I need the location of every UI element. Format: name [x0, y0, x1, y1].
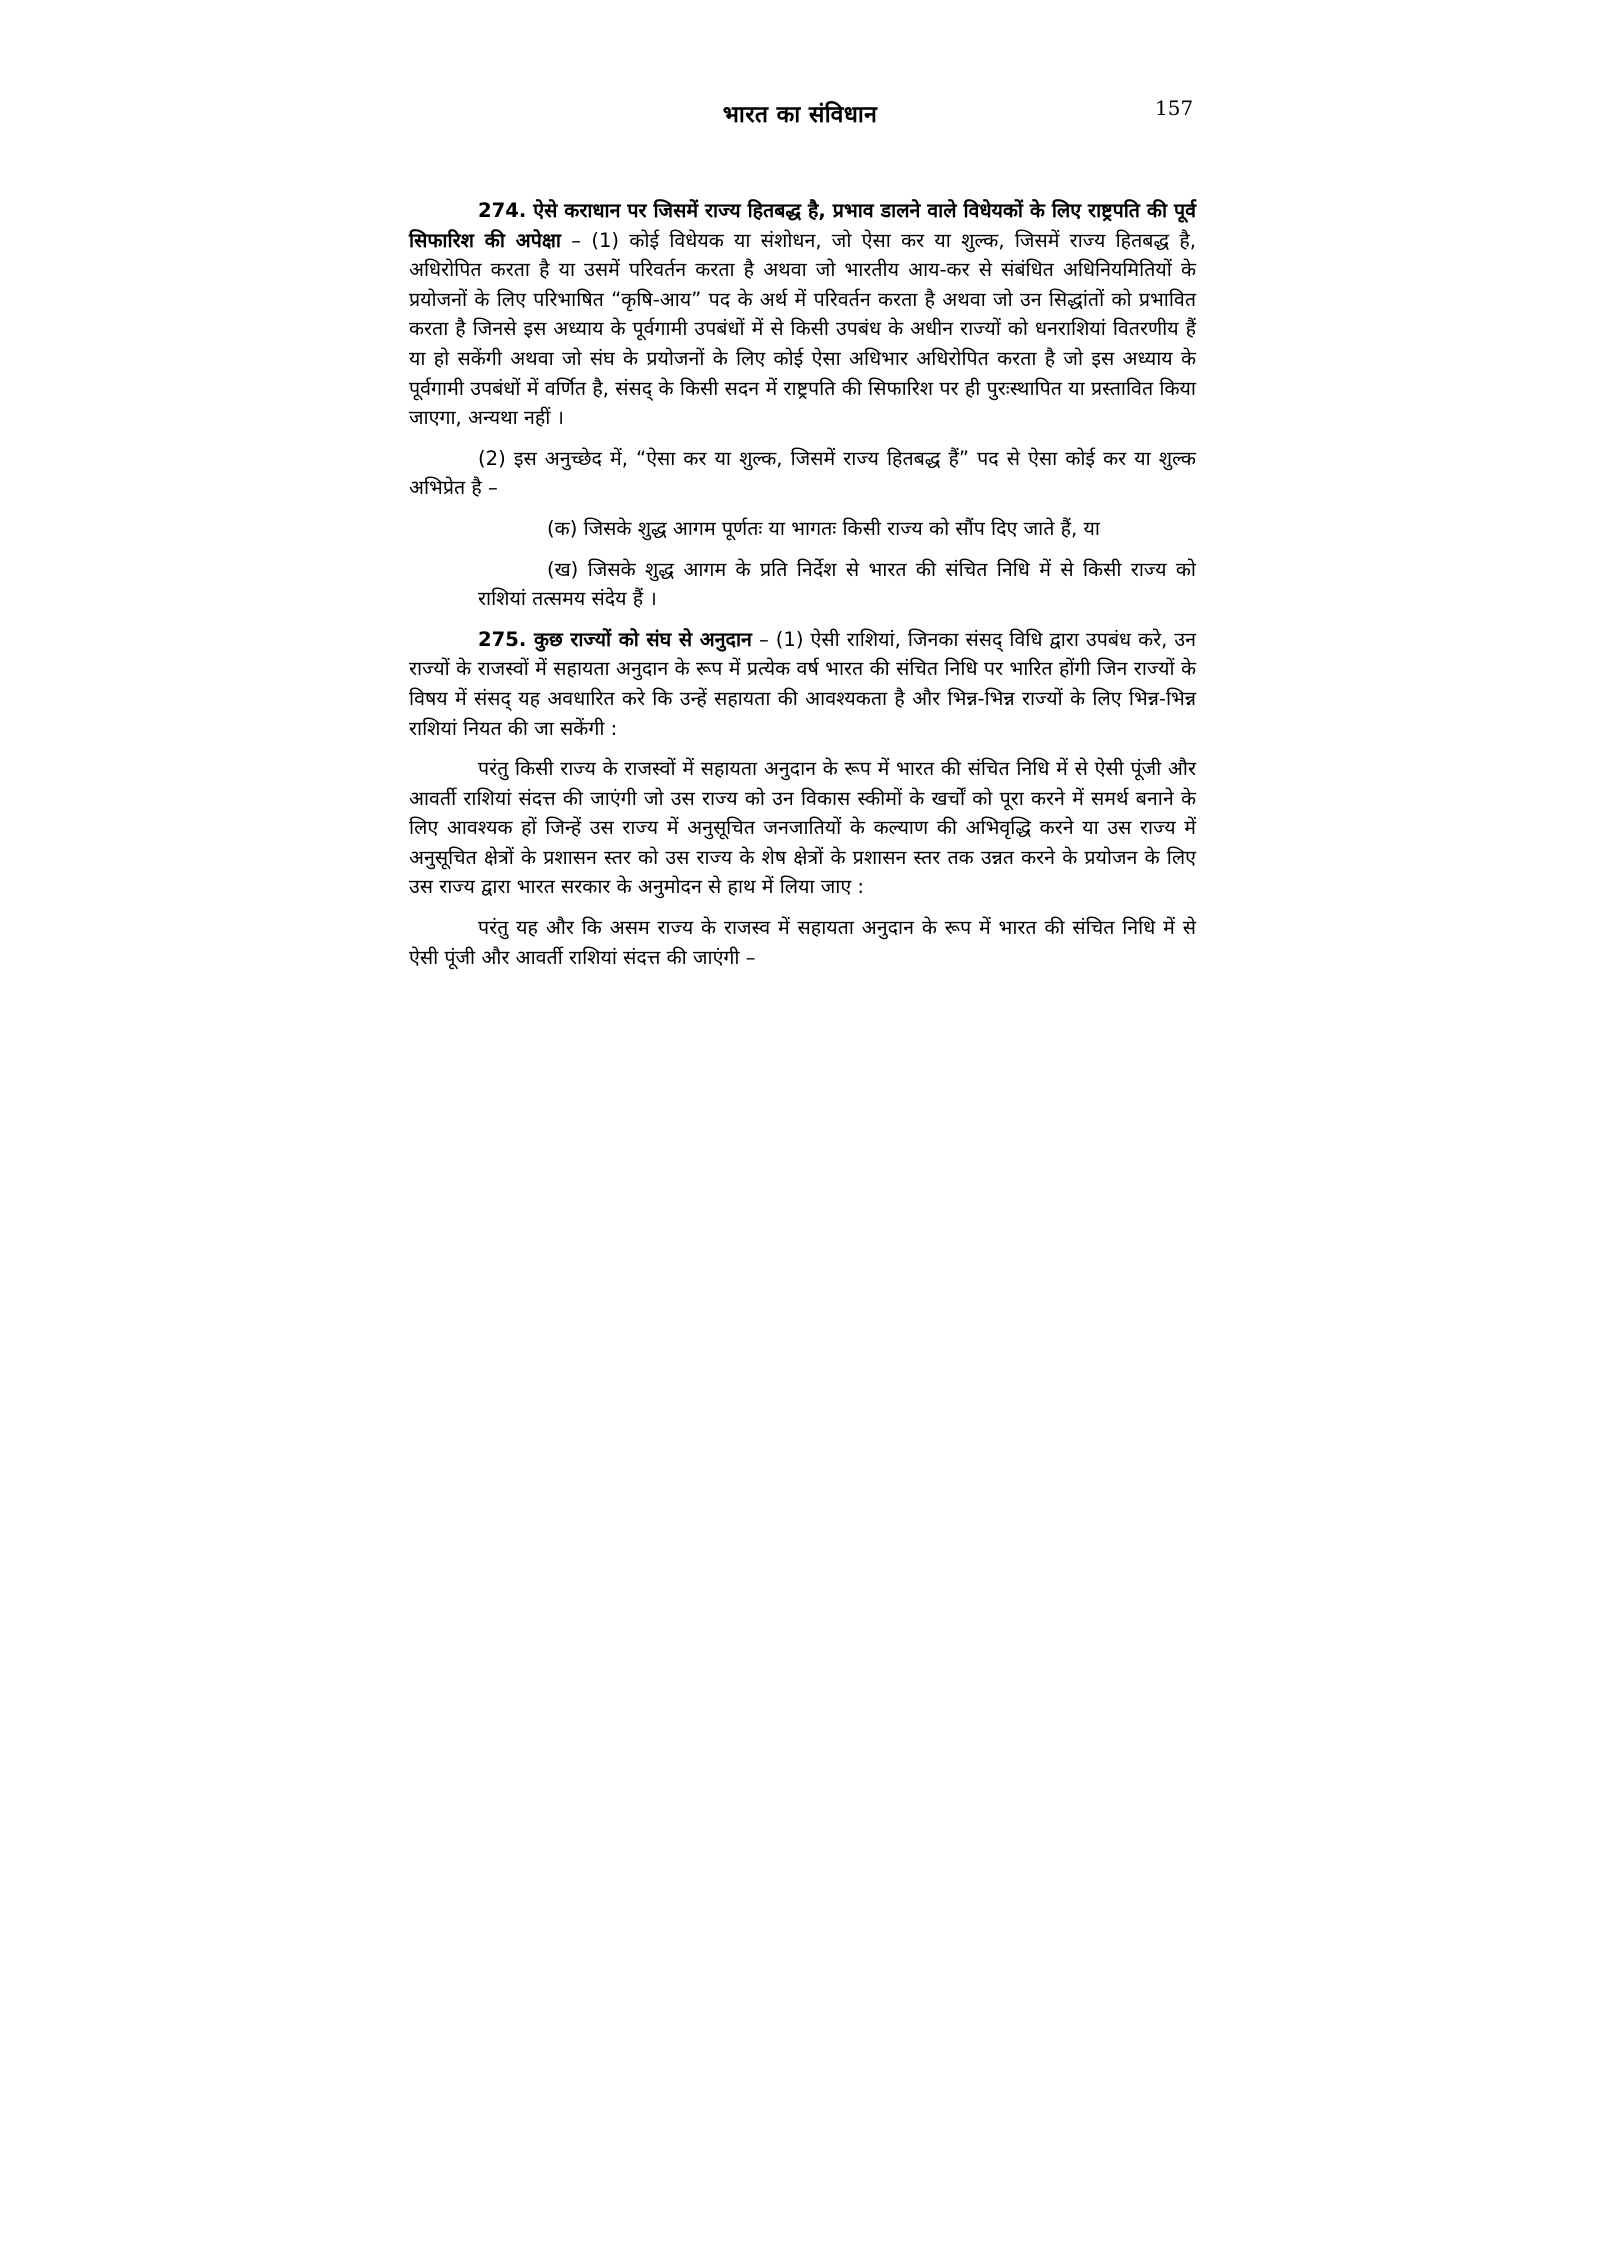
article-274-sub-clause-kha: (ख) जिसके शुद्ध आगम के प्रति निर्देश से भारत की संचित निधि में से किसी राज्य को राशियां तत्समय संदेय हैं । — [478, 557, 1196, 611]
article-275-heading: 275. कुछ राज्यों को संघ से अनुदान — [478, 627, 752, 651]
article-274-sub-clause-ka: (क) जिसके शुद्ध आगम पूर्णतः या भागतः किसी राज्य को सौंप दिए जाते हैं, या — [547, 516, 1100, 540]
article-274-clause-2: (2) इस अनुच्छेद में, “ऐसा कर या शुल्क, जिसमें राज्य हितबद्ध हैं” पद से ऐसा कोई कर या शुल्क अभिप्रेत है – — [409, 446, 1196, 500]
article-275-paragraph — [409, 625, 1196, 743]
article-275-clause-1: – (1) ऐसी राशियां, जिनका संसद् विधि द्वारा उपबंध करे, उन राज्यों के राजस्वों में सहायता अनुदान के रूप में प्रत्येक वर्ष भारत की संचित निधि पर भारित होंगी जिन राज्यों के विषय में संसद् यह अवधारित करे कि उन्हें सहायता की आवश्यकता है और भिन्न-भिन्न राज्यों के लिए भिन्न-भिन्न राशियां नियत की जा सकेंगी : — [409, 627, 1196, 740]
article-274-clause-1: – (1) कोई विधेयक या संशोधन, जो ऐसा कर या शुल्क, जिसमें राज्य हितबद्ध है, अधिरोपित करता है या उसमें परिवर्तन करता है अथवा जो भारतीय आय-कर से संबंधित अधिनियमितियों के प्रयोजनों के लिए परिभाषित “कृषि-आय” पद के अर्थ में परिवर्तन करता है अथवा जो उन सिद्धांतों को प्रभावित करता है जिनसे इस अध्याय के पूर्वगामी उपबंधों में से किसी उपबंध के अधीन राज्यों को धनराशियां वितरणीय हैं या हो सकेंगी अथवा जो संघ के प्रयोजनों के लिए कोई ऐसा अधिभार अधिरोपित करता है जो इस अध्याय के पूर्वगामी उपबंधों में वर्णित है, संसद् के किसी सदन में राष्ट्रपति की सिफारिश पर ही पुरःस्थापित या प्रस्तावित किया जाएगा, अन्यथा नहीं । — [409, 228, 1197, 430]
article-274-paragraph — [409, 196, 1196, 433]
page-title: भारत का संविधान — [722, 102, 878, 128]
article-274-heading: 274. ऐसे कराधान पर जिसमें राज्य हितबद्ध है, प्रभाव डालने वाले विधेयकों के लिए राष्ट्रपति की पूर्व सिफारिश की अपेक्षा — [409, 199, 1196, 252]
page-number: 157 — [1155, 96, 1194, 120]
document-body — [409, 196, 1196, 983]
article-275-proviso-2: परंतु यह और कि असम राज्य के राजस्व में सहायता अनुदान के रूप में भारत की संचित निधि में से ऐसी पूंजी और आवर्ती राशियां संदत्त की जाएंगी – — [409, 916, 1196, 969]
article-275-proviso-1: परंतु किसी राज्य के राजस्वों में सहायता अनुदान के रूप में भारत की संचित निधि में से ऐसी पूंजी और आवर्ती राशियां संदत्त की जाएंगी जो उस राज्य को उन विकास स्कीमों के खर्चों को पूरा करने में समर्थ बनाने के लिए आवश्यक हों जिन्हें उस राज्य में अनुसूचित जनजातियों के कल्याण की अभिवृद्धि करने या उस राज्य में अनुसूचित क्षेत्रों के प्रशासन स्तर को उस राज्य के शेष क्षेत्रों के प्रशासन स्तर तक उन्नत करने के प्रयोजन के लिए उस राज्य द्वारा भारत सरकार के अनुमोदन से हाथ में लिया जाए : — [409, 757, 1196, 899]
